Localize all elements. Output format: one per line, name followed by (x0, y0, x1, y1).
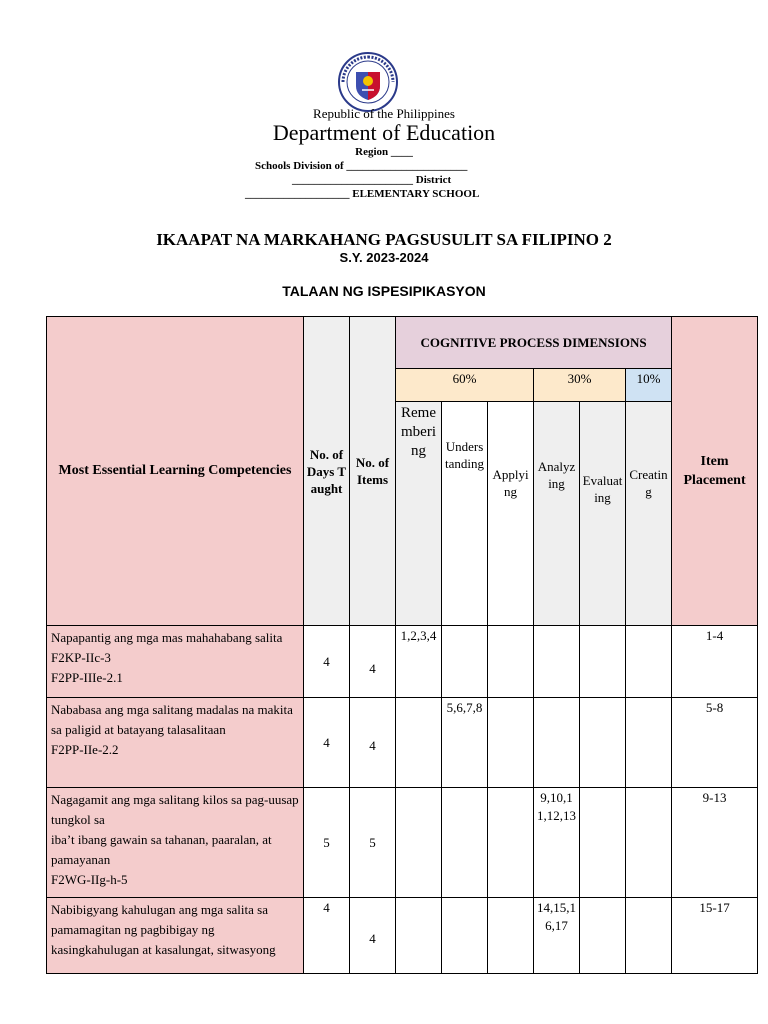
items-cell: 5 (350, 788, 396, 898)
creating-cell (626, 788, 672, 898)
competency-text: Nababasa ang mga salitang madalas na makita sa paligid at batayang talasalitaan (51, 702, 293, 737)
remembering-cell (396, 788, 442, 898)
analyzing-cell (534, 626, 580, 698)
understanding-cell (442, 898, 488, 974)
creating-cell (626, 898, 672, 974)
mel-header: Most Essential Learning Competencies (47, 317, 304, 626)
table-row (47, 788, 758, 898)
region-field: Region ____ (355, 146, 413, 158)
competency-cell (47, 698, 304, 788)
competency-text: Napapantig ang mga mas mahahabang salita F2KP-IIc-3 (51, 630, 283, 665)
deped-seal-logo (338, 52, 398, 112)
days-cell: 4 (304, 626, 350, 698)
applying-cell (488, 698, 534, 788)
evaluating-cell (580, 788, 626, 898)
table-row (47, 698, 758, 788)
remembering-header: Remembering (396, 402, 442, 626)
cognitive-dimensions-header: COGNITIVE PROCESS DIMENSIONS (396, 317, 672, 369)
percent-60: 60% (396, 369, 534, 402)
item-placement-header: Item Placement (672, 317, 758, 626)
items-cell: 4 (350, 898, 396, 974)
competency-cell (47, 898, 304, 974)
remembering-cell: 1,2,3,4 (396, 626, 442, 698)
competency-cell (47, 788, 304, 898)
remembering-cell (396, 698, 442, 788)
understanding-cell (442, 626, 488, 698)
understanding-cell (442, 788, 488, 898)
days-cell: 4 (304, 898, 350, 974)
creating-cell (626, 626, 672, 698)
competency-text: Nagagamit ang mga salitang kilos sa pag-uusap tungkol sa (51, 792, 299, 827)
percent-30: 30% (534, 369, 626, 402)
remembering-cell (396, 898, 442, 974)
table-title: TALAAN NG ISPESIPIKASYON (282, 283, 486, 299)
school-year: S.Y. 2023-2024 (339, 250, 429, 265)
applying-header: Applying (488, 402, 534, 626)
school-field: ___________________ ELEMENTARY SCHOOL (245, 188, 480, 200)
understanding-header: Understanding (442, 402, 488, 626)
department-label: Department of Education (272, 120, 496, 145)
placement-cell: 15-17 (672, 898, 758, 974)
evaluating-cell (580, 698, 626, 788)
applying-cell (488, 788, 534, 898)
analyzing-header: Analyzing (534, 402, 580, 626)
placement-cell: 5-8 (672, 698, 758, 788)
no-of-items-header: No. of Items (350, 317, 396, 626)
analyzing-cell (534, 698, 580, 788)
tos-table (46, 316, 758, 974)
test-title: IKAAPAT NA MARKAHANG PAGSUSULIT SA FILIPINO 2 (156, 230, 612, 249)
analyzing-cell: 14,15,16,17 (534, 898, 580, 974)
district-field: ______________________ District (292, 174, 452, 186)
days-cell: 5 (304, 788, 350, 898)
days-taught-header: No. of Days Taught (304, 317, 350, 626)
competency-text: iba’t ibang gawain sa tahanan, paaralan, at pamayanan (51, 832, 272, 867)
competency-code: F2PP-IIe-2.2 (51, 742, 119, 757)
percent-10: 10% (626, 369, 672, 402)
evaluating-cell (580, 626, 626, 698)
items-cell: 4 (350, 698, 396, 788)
creating-cell (626, 698, 672, 788)
placement-cell: 9-13 (672, 788, 758, 898)
applying-cell (488, 898, 534, 974)
division-field: Schools Division of ______________________ (255, 160, 468, 172)
items-cell: 4 (350, 626, 396, 698)
analyzing-cell: 9,10,11,12,13 (534, 788, 580, 898)
creating-header: Creating (626, 402, 672, 626)
placement-cell: 1-4 (672, 626, 758, 698)
days-cell: 4 (304, 698, 350, 788)
competency-text: Nabibigyang kahulugan ang mga salita sa pamamagitan ng pagbibigay ng kasingkahulugan at kasalungat, sitwasyong (51, 902, 276, 957)
understanding-cell: 5,6,7,8 (442, 698, 488, 788)
evaluating-cell (580, 898, 626, 974)
table-row (47, 626, 758, 698)
republic-label: Republic of the Philippines (313, 106, 455, 121)
applying-cell (488, 626, 534, 698)
evaluating-header: Evaluating (580, 402, 626, 626)
competency-code: F2PP-IIIe-2.1 (51, 670, 123, 685)
competency-code: F2WG-IIg-h-5 (51, 872, 128, 887)
competency-cell (47, 626, 304, 698)
table-row (47, 898, 758, 974)
